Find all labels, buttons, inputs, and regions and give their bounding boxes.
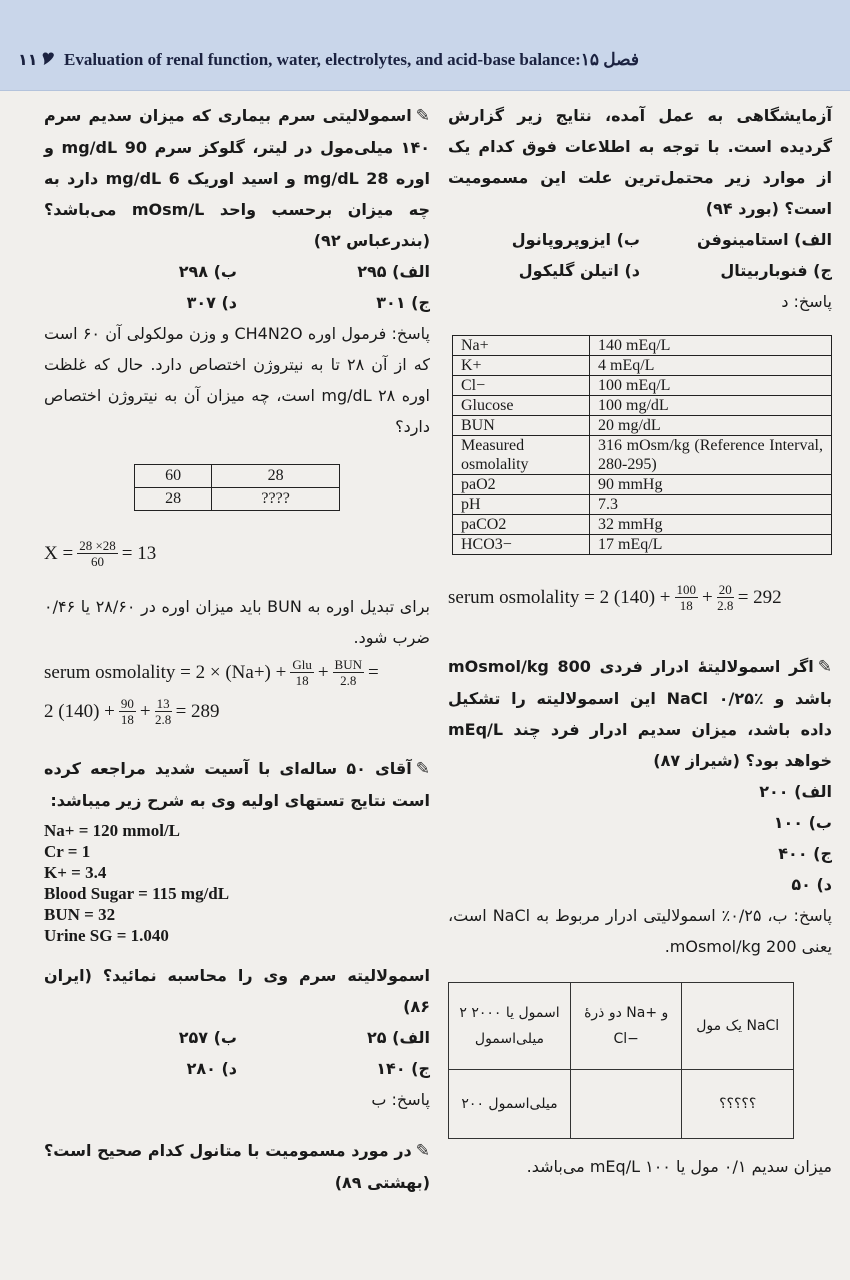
lab-test-value: 4 mEq/L [590,356,832,376]
q5-body: در مورد مسمومیت با متانول کدام صحیح است؟ (بهشتی ۸۹) [44,1141,430,1192]
cell: ???? [212,488,340,511]
denominator: 18 [120,711,134,727]
cell: ؟؟؟؟؟ [682,1070,794,1139]
lab-row [453,475,832,495]
lab-test-value: 20 mg/dL [590,416,832,436]
q3-answer: پاسخ: فرمول اوره CH4N2O و وزن مولکولی آن ۶۰ است که از آن ۲۸ تا به نیتروژن اختصاص دارد. حال که غلظت اوره ۲۸ mg/dL است، چه میزان آن به نیتروژن اختصاص دارد؟ [44,324,430,436]
q3-text [44,100,430,256]
q2-options [448,776,832,900]
page-header [0,0,850,91]
cell: 60 [135,465,212,488]
lab-row [453,376,832,396]
lab-test-name: pH [453,495,590,515]
cell: 28 [212,465,340,488]
option: ج) ۳۰۱ [376,293,430,312]
option: ب) ۲۹۸ [178,262,237,281]
bun-note: برای تبدیل اوره به BUN باید میزان اوره در ۲۸/۶۰ یا ۰/۴۶ ضرب شود. [44,597,430,647]
plus-sign: + [702,586,713,608]
lab-test-name: paO2 [453,475,590,495]
lab-row [453,495,832,515]
lab-test-value: 7.3 [590,495,832,515]
lab-row [453,396,832,416]
pen-icon: ✎ [817,657,833,677]
fraction [119,696,136,727]
option: ب) ۱۰۰ [773,813,832,832]
cell: ۲ اسمول یا ۲۰۰۰ میلی‌اسمول [449,983,571,1070]
option: ج) ۱۴۰ [376,1059,430,1078]
denominator: 18 [679,597,693,613]
lab-results-table [452,335,832,555]
lab-test-name: paCO2 [453,515,590,535]
q4-answer: پاسخ: ب [371,1090,430,1109]
x-formula [44,533,430,573]
lab-row [453,436,832,475]
lab-test-name: Cl− [453,376,590,396]
q4-lab-values [44,820,430,946]
final-note: میزان سدیم ۰/۱ مول یا ۱۰۰ mEq/L می‌باشد. [526,1157,832,1176]
serum-osmolality-formula [448,577,832,617]
formula-result: = 289 [175,700,220,722]
q4-body: آقای ۵۰ ساله‌ای با آسیت شدید مراجعه کرده است نتایج تستهای اولیه وی به شرح زیر میباشد: [44,759,430,810]
option: د) ۵۰ [791,875,832,894]
cell: 28 [135,488,212,511]
lab-line: Na+ = 120 mmol/L [44,821,181,840]
nacl-table [448,982,794,1139]
pen-icon: ✎ [415,759,431,779]
fraction [675,582,699,613]
lab-test-value: 100 mEq/L [590,376,832,396]
lab-test-value: 140 mEq/L [590,336,832,356]
denominator: 2.8 [340,672,357,688]
option: ب) ایزوپروپانول [511,230,640,249]
fraction [77,538,118,569]
fraction [290,657,314,688]
q2-text [448,651,832,776]
lab-test-name: Glucose [453,396,590,416]
option: ج) فنوباربیتال [720,261,832,280]
option: الف) ۲۹۵ [357,262,430,281]
left-column [44,100,430,1198]
formula-prefix: serum osmolality = 2 (140) + [448,586,671,608]
numerator: 100 [676,581,696,597]
plus-sign: + [317,661,329,683]
denominator: 18 [295,672,309,688]
lab-test-value: 100 mg/dL [590,396,832,416]
formula-result: = 292 [737,586,782,608]
formula-lhs: 2 (140) + [44,700,115,722]
lab-row [453,356,832,376]
cell: ۲۰۰ میلی‌اسمول [449,1070,571,1139]
lab-test-value: 90 mmHg [590,475,832,495]
lab-line: Urine SG = 1.040 [44,926,169,945]
numerator: BUN [334,656,362,672]
urea-ratio-table [134,464,340,511]
lab-test-value: 17 mEq/L [590,535,832,555]
right-column [448,100,832,1182]
numerator: 13 [156,695,170,711]
lab-test-name: Na+ [453,336,590,356]
q2-answer: پاسخ: ب، ۰/۲۵٪ اسمولالیتی ادرار مربوط به NaCl است، یعنی 200 mOsmol/kg. [448,906,832,956]
osmolality-formula-line1 [44,653,430,691]
lab-test-name: BUN [453,416,590,436]
formula-lhs: serum osmolality = 2 × (Na+) + [44,661,287,683]
q3-body: اسمولالیتی سرم بیماری که میزان سدیم سرم ۱۴۰ میلی‌مول در لیتر، گلوکز سرم 90 mg/dL و اوره 28 mg/dL و اسید اوریک 6 mg/dL دارد به چه میزان برحسب واحد mOsm/L می‌باشد؟ (بندرعباس ۹۲) [44,106,430,250]
fraction [717,582,734,613]
lab-line: Cr = 1 [44,842,91,861]
q4-options [44,1022,430,1084]
q1-text: آزمایشگاهی به عمل آمده، نتایج زیر گزارش گردیده است. با توجه به اطلاعات فوق کدام یک از موارد زیر محتمل‌ترین علت این مسمومیت است؟ (بورد ۹۴) [448,106,832,218]
pen-icon: ✎ [415,1141,430,1161]
formula-lhs: X = [44,542,74,564]
denominator: 2.8 [717,597,734,613]
q2-body: اگر اسمولالیتهٔ ادرار فردی 800 mOsmol/kg باشد و NaCl ۰/۲۵٪ این اسمولالیته را تشکیل داده باشد، میزان سدیم ادرار فرد چند mEq/L خواهد بود؟ (شیراز ۸۷) [448,657,832,770]
osmolality-formula-line2 [44,691,430,731]
lab-test-name: HCO3− [453,535,590,555]
plus-sign: + [139,700,151,722]
option: الف) ۲۵ [367,1028,430,1047]
option: الف) ۲۰۰ [759,782,832,801]
lab-line: Blood Sugar = 115 mg/dL [44,884,230,903]
lab-line: BUN = 32 [44,905,116,924]
lab-row [453,535,832,555]
fraction [155,696,172,727]
lab-test-name: K+ [453,356,590,376]
lab-line: K+ = 3.4 [44,863,107,882]
option: الف) استامینوفن [696,230,832,249]
chapter-title: Evaluation of renal function, water, electrolytes, and acid-base balance:۱۵ فصل [64,50,640,69]
option: د) ۲۸۰ [186,1059,237,1078]
option: ب) ۲۵۷ [178,1028,237,1047]
equals-sign: = [368,661,379,683]
option: د) اتیلن گلیکول [518,261,640,280]
cell [570,1070,681,1139]
numerator: 90 [120,695,134,711]
numerator: 20 [718,581,732,597]
numerator: 28 ×28 [79,537,116,553]
q1-options [448,224,832,286]
lab-row [453,515,832,535]
q1-answer: پاسخ: د [781,292,832,311]
page-number: ۱۱ [18,50,38,69]
fraction [333,657,364,688]
q3-options [44,256,430,318]
denominator: 2.8 [154,711,172,727]
pen-icon: ✎ [415,106,430,126]
q4-question: اسمولالیته سرم وی را محاسبه نمائید؟ (ایران ۸۶) [44,966,430,1016]
numerator: Glu [292,656,312,672]
q5-text [44,1135,430,1198]
lab-test-value: 32 mmHg [590,515,832,535]
lab-test-name: Measured osmolality [453,436,590,475]
q4-intro [44,753,430,816]
lab-row [453,416,832,436]
bookmark-icon: 🎔 [42,49,55,70]
option: ج) ۴۰۰ [778,844,832,863]
option: د) ۳۰۷ [186,293,237,312]
cell: یک مول NaCl [682,983,794,1070]
formula-rhs: = 13 [121,542,157,564]
cell: دو ذرهٔ Na+ و Cl− [570,983,681,1070]
denominator: 60 [90,553,104,569]
lab-row [453,336,832,356]
lab-test-value: 316 mOsm/kg (Reference Interval, 280-295) [590,436,832,475]
